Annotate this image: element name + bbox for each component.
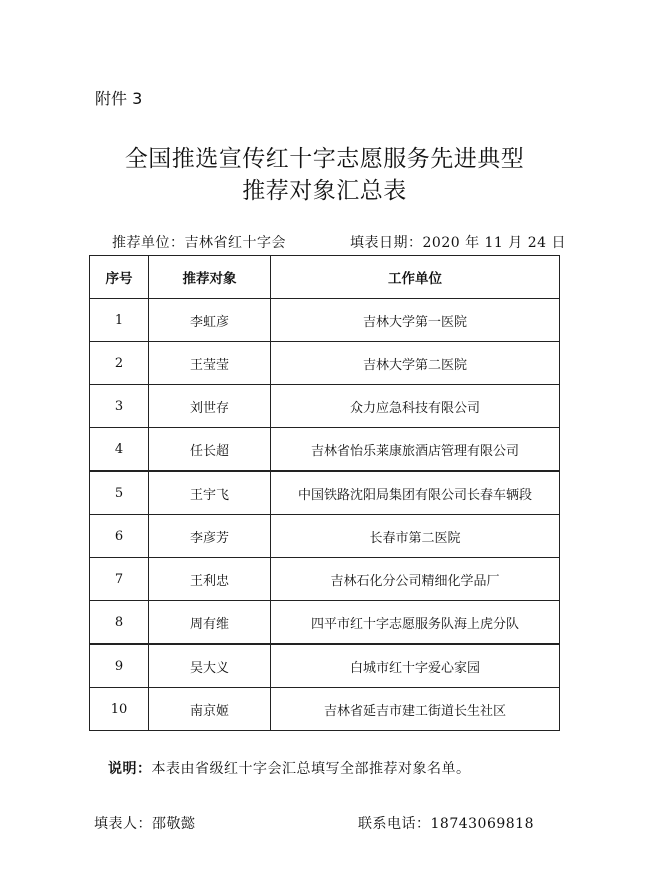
header-workplace: 工作单位	[271, 256, 560, 299]
document-subtitle: 推荐对象汇总表	[242, 178, 407, 204]
row-workplace: 吉林省延吉市建工街道长生社区	[271, 688, 560, 731]
table-row	[90, 688, 560, 731]
document-title: 全国推选宣传红十字志愿服务先进典型	[124, 146, 525, 172]
row-serial: 3	[90, 385, 149, 428]
row-workplace: 中国铁路沈阳局集团有限公司长春车辆段	[271, 471, 560, 515]
note-label: 说明：	[108, 761, 152, 777]
row-workplace: 吉林大学第一医院	[271, 299, 560, 342]
row-serial: 8	[90, 601, 149, 645]
row-workplace: 白城市红十字爱心家园	[271, 644, 560, 688]
header-serial: 序号	[90, 256, 149, 299]
row-nominee: 周有维	[149, 601, 271, 645]
nominee-table	[89, 255, 560, 731]
row-serial: 9	[90, 644, 149, 688]
row-workplace: 吉林省怡乐莱康旅酒店管理有限公司	[271, 428, 560, 472]
table-row	[90, 644, 560, 688]
table-row	[90, 601, 560, 645]
table-row	[90, 342, 560, 385]
row-workplace: 四平市红十字志愿服务队海上虎分队	[271, 601, 560, 645]
table-row	[90, 515, 560, 558]
table-note	[108, 758, 471, 778]
table-row	[90, 299, 560, 342]
row-serial: 1	[90, 299, 149, 342]
row-workplace: 吉林石化分公司精细化学品厂	[271, 558, 560, 601]
row-workplace: 吉林大学第二医院	[271, 342, 560, 385]
table-row	[90, 385, 560, 428]
contact-phone: 联系电话：18743069818	[358, 816, 534, 832]
row-nominee: 吴大义	[149, 644, 271, 688]
row-nominee: 李彦芳	[149, 515, 271, 558]
row-serial: 5	[90, 471, 149, 515]
row-serial: 6	[90, 515, 149, 558]
row-nominee: 王宇飞	[149, 471, 271, 515]
header-nominee: 推荐对象	[149, 256, 271, 299]
row-workplace: 众力应急科技有限公司	[271, 385, 560, 428]
row-workplace: 长春市第二医院	[271, 515, 560, 558]
row-serial: 4	[90, 428, 149, 472]
row-nominee: 李虹彦	[149, 299, 271, 342]
recommending-unit: 推荐单位：吉林省红十字会	[112, 235, 286, 251]
form-filler: 填表人：邵敬懿	[94, 816, 196, 832]
row-nominee: 刘世存	[149, 385, 271, 428]
table-header-row	[90, 256, 560, 299]
table-row	[90, 558, 560, 601]
row-nominee: 王利忠	[149, 558, 271, 601]
table-row	[90, 428, 560, 472]
row-serial: 10	[90, 688, 149, 731]
row-nominee: 任长超	[149, 428, 271, 472]
note-text: 本表由省级红十字会汇总填写全部推荐对象名单。	[151, 761, 471, 777]
attachment-label: 附件 3	[95, 89, 143, 108]
row-serial: 2	[90, 342, 149, 385]
row-serial: 7	[90, 558, 149, 601]
row-nominee: 南京姬	[149, 688, 271, 731]
row-nominee: 王莹莹	[149, 342, 271, 385]
fill-date: 填表日期：2020 年 11 月 24 日	[350, 235, 567, 251]
table-row	[90, 471, 560, 515]
